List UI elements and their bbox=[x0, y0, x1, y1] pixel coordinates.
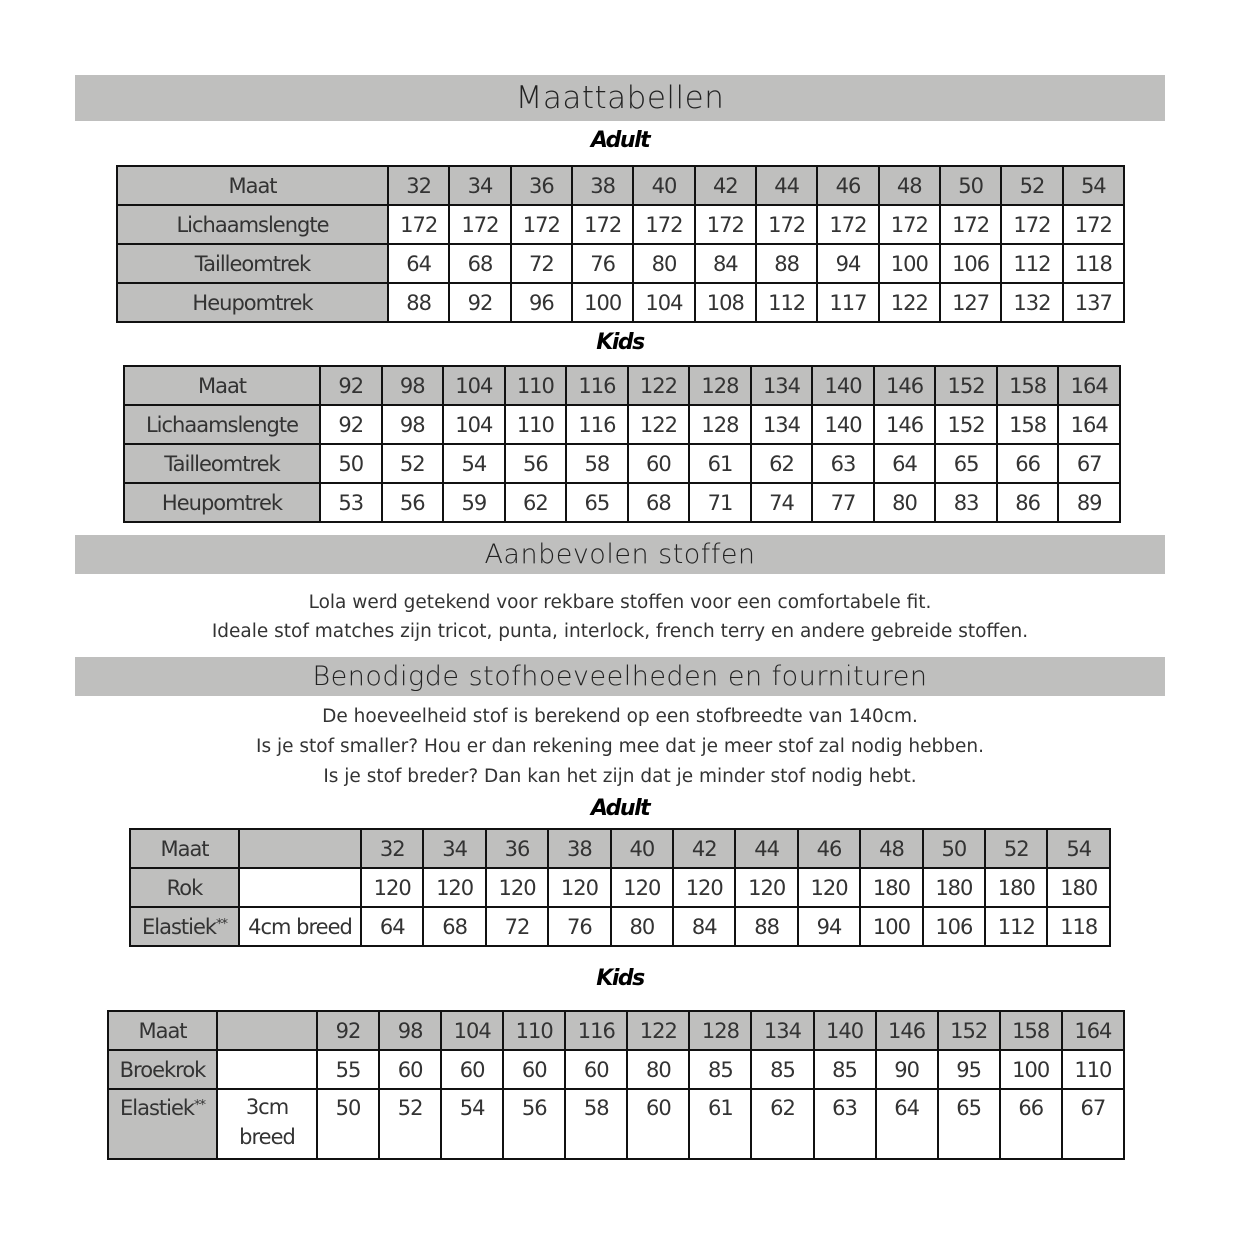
value-cell: 120 bbox=[673, 868, 735, 907]
section-title-sizes: Maattabellen bbox=[515, 80, 725, 116]
value-cell: 172 bbox=[695, 205, 756, 244]
value-cell: 140 bbox=[812, 405, 874, 444]
note-cell: 3cm breed bbox=[217, 1089, 317, 1159]
value-cell: 128 bbox=[689, 405, 751, 444]
value-cell: 60 bbox=[441, 1050, 503, 1089]
value-cell: 112 bbox=[1001, 244, 1062, 283]
value-cell: 72 bbox=[486, 907, 548, 946]
table-row bbox=[108, 1050, 1124, 1089]
subtitle-kids-sizes: Kids bbox=[596, 330, 644, 355]
size-cell: 146 bbox=[876, 1011, 938, 1050]
value-cell: 85 bbox=[689, 1050, 751, 1089]
table-row bbox=[124, 483, 1120, 522]
value-cell: 172 bbox=[1001, 205, 1062, 244]
value-cell: 80 bbox=[874, 483, 936, 522]
row-label: Tailleomtrek bbox=[117, 244, 388, 283]
value-cell: 59 bbox=[443, 483, 505, 522]
size-cell: 128 bbox=[689, 1011, 751, 1050]
value-cell: 94 bbox=[798, 907, 860, 946]
value-cell: 54 bbox=[441, 1089, 503, 1159]
value-cell: 172 bbox=[817, 205, 878, 244]
size-cell: 164 bbox=[1058, 366, 1120, 405]
size-cell: 54 bbox=[1063, 166, 1124, 205]
value-cell: 172 bbox=[1063, 205, 1124, 244]
size-cell: 92 bbox=[320, 366, 382, 405]
size-cell: 152 bbox=[938, 1011, 1000, 1050]
value-cell: 63 bbox=[814, 1089, 876, 1159]
value-cell: 172 bbox=[633, 205, 694, 244]
table-row bbox=[124, 444, 1120, 483]
size-cell: 146 bbox=[874, 366, 936, 405]
value-cell: 65 bbox=[566, 483, 628, 522]
value-cell: 88 bbox=[388, 283, 449, 322]
value-cell: 61 bbox=[689, 1089, 751, 1159]
size-cell: 128 bbox=[689, 366, 751, 405]
value-cell: 56 bbox=[503, 1089, 565, 1159]
value-cell: 80 bbox=[633, 244, 694, 283]
value-cell: 56 bbox=[382, 483, 444, 522]
size-cell: 104 bbox=[441, 1011, 503, 1050]
value-cell: 116 bbox=[566, 405, 628, 444]
value-cell: 71 bbox=[689, 483, 751, 522]
value-cell: 180 bbox=[860, 868, 922, 907]
value-cell: 60 bbox=[628, 444, 690, 483]
row-label-text: Elastiek bbox=[119, 1096, 195, 1120]
size-cell: 52 bbox=[985, 829, 1047, 868]
value-cell: 68 bbox=[449, 244, 510, 283]
value-cell: 112 bbox=[985, 907, 1047, 946]
value-cell: 172 bbox=[572, 205, 633, 244]
value-cell: 95 bbox=[938, 1050, 1000, 1089]
value-cell: 120 bbox=[486, 868, 548, 907]
value-cell: 53 bbox=[320, 483, 382, 522]
value-cell: 74 bbox=[751, 483, 813, 522]
size-cell: 98 bbox=[379, 1011, 441, 1050]
table-row bbox=[130, 868, 1110, 907]
value-cell: 110 bbox=[505, 405, 567, 444]
size-cell: 110 bbox=[505, 366, 567, 405]
value-cell: 60 bbox=[565, 1050, 627, 1089]
row-label bbox=[108, 1050, 217, 1089]
value-cell: 134 bbox=[751, 405, 813, 444]
row-label-text: Maat bbox=[160, 836, 209, 861]
value-cell: 65 bbox=[935, 444, 997, 483]
size-cell: 46 bbox=[817, 166, 878, 205]
value-cell: 120 bbox=[735, 868, 797, 907]
value-cell: 58 bbox=[566, 444, 628, 483]
note-cell bbox=[217, 1011, 317, 1050]
value-cell: 180 bbox=[923, 868, 985, 907]
value-cell: 65 bbox=[938, 1089, 1000, 1159]
size-cell: 36 bbox=[486, 829, 548, 868]
value-cell: 64 bbox=[361, 907, 423, 946]
section-title-amounts: Benodigde stofhoeveelheden en fournituren bbox=[312, 661, 928, 692]
size-cell: 44 bbox=[756, 166, 817, 205]
size-cell: 122 bbox=[627, 1011, 689, 1050]
size-cell: 116 bbox=[565, 1011, 627, 1050]
size-cell: 116 bbox=[566, 366, 628, 405]
value-cell: 172 bbox=[449, 205, 510, 244]
value-cell: 54 bbox=[443, 444, 505, 483]
value-cell: 146 bbox=[874, 405, 936, 444]
fabrics-line-1: Lola werd getekend voor rekbare stoffen voor een comfortabele fit. bbox=[308, 592, 932, 613]
value-cell: 100 bbox=[860, 907, 922, 946]
value-cell: 120 bbox=[798, 868, 860, 907]
value-cell: 117 bbox=[817, 283, 878, 322]
row-label bbox=[108, 1089, 217, 1159]
value-cell: 52 bbox=[379, 1089, 441, 1159]
value-cell: 137 bbox=[1063, 283, 1124, 322]
value-cell: 104 bbox=[443, 405, 505, 444]
size-cell: 46 bbox=[798, 829, 860, 868]
amounts-line-2: Is je stof smaller? Hou er dan rekening mee dat je meer stof zal nodig hebben. bbox=[256, 736, 984, 757]
size-cell: 140 bbox=[814, 1011, 876, 1050]
value-cell: 98 bbox=[382, 405, 444, 444]
amounts-line-1: De hoeveelheid stof is berekend op een stofbreedte van 140cm. bbox=[322, 706, 918, 727]
value-cell: 172 bbox=[879, 205, 940, 244]
row-label-text: Rok bbox=[166, 875, 203, 900]
value-cell: 62 bbox=[751, 1089, 813, 1159]
section-title-fabrics: Aanbevolen stoffen bbox=[484, 539, 756, 570]
value-cell: 86 bbox=[997, 483, 1059, 522]
value-cell: 180 bbox=[985, 868, 1047, 907]
size-cell: 122 bbox=[628, 366, 690, 405]
value-cell: 61 bbox=[689, 444, 751, 483]
fabrics-line-2: Ideale stof matches zijn tricot, punta, interlock, french terry en andere gebreide stoffen. bbox=[211, 621, 1029, 642]
value-cell: 67 bbox=[1058, 444, 1120, 483]
value-cell: 63 bbox=[812, 444, 874, 483]
adult-amount-table bbox=[129, 828, 1111, 947]
value-cell: 89 bbox=[1058, 483, 1120, 522]
size-cell: 38 bbox=[572, 166, 633, 205]
size-cell: 158 bbox=[997, 366, 1059, 405]
value-cell: 60 bbox=[627, 1089, 689, 1159]
value-cell: 56 bbox=[505, 444, 567, 483]
value-cell: 100 bbox=[879, 244, 940, 283]
row-label: Tailleomtrek bbox=[124, 444, 320, 483]
value-cell: 62 bbox=[505, 483, 567, 522]
value-cell: 96 bbox=[511, 283, 572, 322]
value-cell: 112 bbox=[756, 283, 817, 322]
note-cell bbox=[217, 1050, 317, 1089]
value-cell: 120 bbox=[611, 868, 673, 907]
value-cell: 84 bbox=[673, 907, 735, 946]
table-row bbox=[117, 244, 1124, 283]
size-cell: 110 bbox=[503, 1011, 565, 1050]
row-label-text: Maat bbox=[138, 1018, 187, 1043]
table-row bbox=[117, 283, 1124, 322]
size-cell: 34 bbox=[449, 166, 510, 205]
value-cell: 62 bbox=[751, 444, 813, 483]
size-cell: 164 bbox=[1062, 1011, 1124, 1050]
note-cell: 4cm breed bbox=[239, 907, 361, 946]
value-cell: 68 bbox=[423, 907, 485, 946]
amounts-line-3: Is je stof breder? Dan kan het zijn dat je minder stof nodig hebt. bbox=[323, 766, 917, 787]
table-row bbox=[117, 205, 1124, 244]
size-cell: 158 bbox=[1000, 1011, 1062, 1050]
value-cell: 80 bbox=[611, 907, 673, 946]
value-cell: 85 bbox=[751, 1050, 813, 1089]
value-cell: 94 bbox=[817, 244, 878, 283]
value-cell: 172 bbox=[940, 205, 1001, 244]
value-cell: 92 bbox=[320, 405, 382, 444]
size-cell: 98 bbox=[382, 366, 444, 405]
row-label: Heupomtrek bbox=[124, 483, 320, 522]
banner-maattabellen bbox=[75, 75, 1165, 121]
value-cell: 152 bbox=[935, 405, 997, 444]
value-cell: 85 bbox=[814, 1050, 876, 1089]
value-cell: 172 bbox=[756, 205, 817, 244]
value-cell: 60 bbox=[379, 1050, 441, 1089]
table-row bbox=[130, 907, 1110, 946]
table-header-row bbox=[124, 366, 1120, 405]
table-header-row bbox=[108, 1011, 1124, 1050]
row-label bbox=[108, 1011, 217, 1050]
size-cell: 40 bbox=[611, 829, 673, 868]
value-cell: 100 bbox=[1000, 1050, 1062, 1089]
value-cell: 118 bbox=[1047, 907, 1110, 946]
size-cell: 104 bbox=[443, 366, 505, 405]
value-cell: 158 bbox=[997, 405, 1059, 444]
value-cell: 84 bbox=[695, 244, 756, 283]
value-cell: 120 bbox=[548, 868, 610, 907]
value-cell: 66 bbox=[1000, 1089, 1062, 1159]
value-cell: 50 bbox=[320, 444, 382, 483]
value-cell: 172 bbox=[511, 205, 572, 244]
value-cell: 58 bbox=[565, 1089, 627, 1159]
value-cell: 64 bbox=[876, 1089, 938, 1159]
value-cell: 100 bbox=[572, 283, 633, 322]
size-cell: 54 bbox=[1047, 829, 1110, 868]
size-cell: 32 bbox=[361, 829, 423, 868]
value-cell: 110 bbox=[1062, 1050, 1124, 1089]
row-label-text: Elastiek bbox=[141, 914, 217, 939]
note-cell bbox=[239, 868, 361, 907]
size-cell: 32 bbox=[388, 166, 449, 205]
row-label: Lichaamslengte bbox=[117, 205, 388, 244]
value-cell: 72 bbox=[511, 244, 572, 283]
size-cell: 134 bbox=[751, 1011, 813, 1050]
row-label: Heupomtrek bbox=[117, 283, 388, 322]
table-row bbox=[124, 405, 1120, 444]
banner-benodigde-stof bbox=[75, 657, 1165, 696]
size-cell: 50 bbox=[940, 166, 1001, 205]
adult-size-table bbox=[116, 165, 1125, 323]
value-cell: 76 bbox=[548, 907, 610, 946]
kids-size-table bbox=[123, 365, 1121, 523]
value-cell: 104 bbox=[633, 283, 694, 322]
size-cell: 34 bbox=[423, 829, 485, 868]
value-cell: 172 bbox=[388, 205, 449, 244]
footnote-mark: ** bbox=[216, 916, 228, 932]
value-cell: 118 bbox=[1063, 244, 1124, 283]
value-cell: 64 bbox=[388, 244, 449, 283]
footnote-mark: ** bbox=[194, 1098, 206, 1113]
value-cell: 120 bbox=[361, 868, 423, 907]
value-cell: 164 bbox=[1058, 405, 1120, 444]
value-cell: 90 bbox=[876, 1050, 938, 1089]
value-cell: 60 bbox=[503, 1050, 565, 1089]
value-cell: 108 bbox=[695, 283, 756, 322]
size-cell: 42 bbox=[695, 166, 756, 205]
size-cell: 52 bbox=[1001, 166, 1062, 205]
subtitle-adult-amounts: Adult bbox=[590, 796, 650, 821]
table-header-row bbox=[117, 166, 1124, 205]
table-header-row bbox=[130, 829, 1110, 868]
table-row bbox=[108, 1089, 1124, 1159]
value-cell: 120 bbox=[423, 868, 485, 907]
row-label: Maat bbox=[124, 366, 320, 405]
note-cell bbox=[239, 829, 361, 868]
row-label bbox=[130, 868, 239, 907]
row-label bbox=[130, 829, 239, 868]
size-cell: 48 bbox=[860, 829, 922, 868]
size-cell: 140 bbox=[812, 366, 874, 405]
value-cell: 50 bbox=[317, 1089, 379, 1159]
value-cell: 132 bbox=[1001, 283, 1062, 322]
value-cell: 88 bbox=[756, 244, 817, 283]
size-cell: 44 bbox=[735, 829, 797, 868]
value-cell: 88 bbox=[735, 907, 797, 946]
subtitle-adult-sizes: Adult bbox=[590, 128, 650, 153]
row-label: Maat bbox=[117, 166, 388, 205]
value-cell: 55 bbox=[317, 1050, 379, 1089]
size-cell: 36 bbox=[511, 166, 572, 205]
value-cell: 92 bbox=[449, 283, 510, 322]
size-cell: 92 bbox=[317, 1011, 379, 1050]
size-cell: 48 bbox=[879, 166, 940, 205]
value-cell: 122 bbox=[879, 283, 940, 322]
size-cell: 38 bbox=[548, 829, 610, 868]
value-cell: 106 bbox=[940, 244, 1001, 283]
value-cell: 64 bbox=[874, 444, 936, 483]
size-cell: 134 bbox=[751, 366, 813, 405]
size-cell: 42 bbox=[673, 829, 735, 868]
size-cell: 40 bbox=[633, 166, 694, 205]
size-cell: 152 bbox=[935, 366, 997, 405]
value-cell: 83 bbox=[935, 483, 997, 522]
value-cell: 180 bbox=[1047, 868, 1110, 907]
value-cell: 67 bbox=[1062, 1089, 1124, 1159]
value-cell: 80 bbox=[627, 1050, 689, 1089]
size-cell: 50 bbox=[923, 829, 985, 868]
value-cell: 122 bbox=[628, 405, 690, 444]
value-cell: 77 bbox=[812, 483, 874, 522]
value-cell: 106 bbox=[923, 907, 985, 946]
kids-amount-table bbox=[107, 1010, 1125, 1160]
value-cell: 66 bbox=[997, 444, 1059, 483]
value-cell: 52 bbox=[382, 444, 444, 483]
value-cell: 68 bbox=[628, 483, 690, 522]
value-cell: 76 bbox=[572, 244, 633, 283]
value-cell: 127 bbox=[940, 283, 1001, 322]
row-label: Lichaamslengte bbox=[124, 405, 320, 444]
subtitle-kids-amounts: Kids bbox=[596, 966, 644, 991]
row-label bbox=[130, 907, 239, 946]
row-label-text: Broekrok bbox=[119, 1057, 206, 1082]
banner-aanbevolen-stoffen bbox=[75, 535, 1165, 574]
